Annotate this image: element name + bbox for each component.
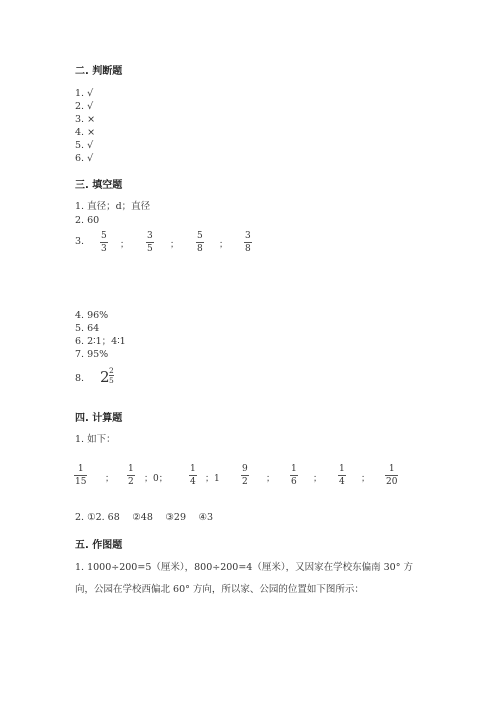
answer-line: 2. 60: [75, 215, 100, 226]
answer-line: 4. ×: [75, 127, 96, 138]
fraction: 1 15: [75, 464, 87, 487]
answer-line: 1. 直径；d；直径: [75, 201, 151, 212]
answer-line: 6. 2∶1；4∶1: [75, 336, 126, 347]
separator: ；: [170, 240, 180, 250]
answer-line: 2. ①2. 68 ②48 ③29 ④3: [75, 512, 214, 523]
answer-line: 5. 64: [75, 323, 100, 334]
separator: ；: [105, 474, 115, 484]
q8-label: 8.: [75, 373, 85, 384]
separator: ；: [313, 474, 323, 484]
section-3-title: 三. 填空题: [75, 180, 123, 191]
answer-line: 1. 1000÷200=5（厘米），800÷200=4（厘米），又因家在学校东偏南 30° 方: [75, 562, 413, 573]
separator: ；0；: [144, 474, 168, 484]
mixed-number-whole: 2: [100, 368, 110, 386]
answer-line: 3. ×: [75, 114, 96, 125]
answer-line: 1. 如下：: [75, 434, 116, 445]
fraction: 3 5: [147, 231, 153, 254]
fraction: 1 2: [128, 464, 134, 487]
answer-line: 向，公园在学校西偏北 60° 方向，所以家、公园的位置如下图所示：: [75, 584, 364, 595]
answer-line: 4. 96%: [75, 310, 109, 321]
section-4-title: 四. 计算题: [75, 413, 123, 424]
fraction: 5 8: [197, 231, 203, 254]
separator: ；: [361, 474, 371, 484]
separator: ；1: [205, 474, 220, 484]
separator: ；: [266, 474, 276, 484]
answer-line: 6. √: [75, 153, 94, 164]
fraction: 1 4: [339, 464, 345, 487]
fraction: 1 20: [386, 464, 398, 487]
section-2-title: 二. 判断题: [75, 66, 123, 77]
fraction: 3 8: [245, 231, 251, 254]
fraction: 9 2: [242, 464, 248, 487]
answer-line: 5. √: [75, 140, 94, 151]
mixed-number-fraction: 2 5: [109, 366, 114, 385]
answer-line: 2. √: [75, 101, 94, 112]
answer-line: 7. 95%: [75, 349, 109, 360]
section-5-title: 五. 作图题: [75, 540, 123, 551]
fraction: 1 4: [190, 464, 196, 487]
separator: ；: [219, 240, 229, 250]
fraction: 1 6: [291, 464, 297, 487]
fraction: 5 3: [101, 231, 107, 254]
q3-label: 3.: [75, 236, 85, 247]
separator: ；: [120, 240, 130, 250]
answer-line: 1. √: [75, 88, 94, 99]
